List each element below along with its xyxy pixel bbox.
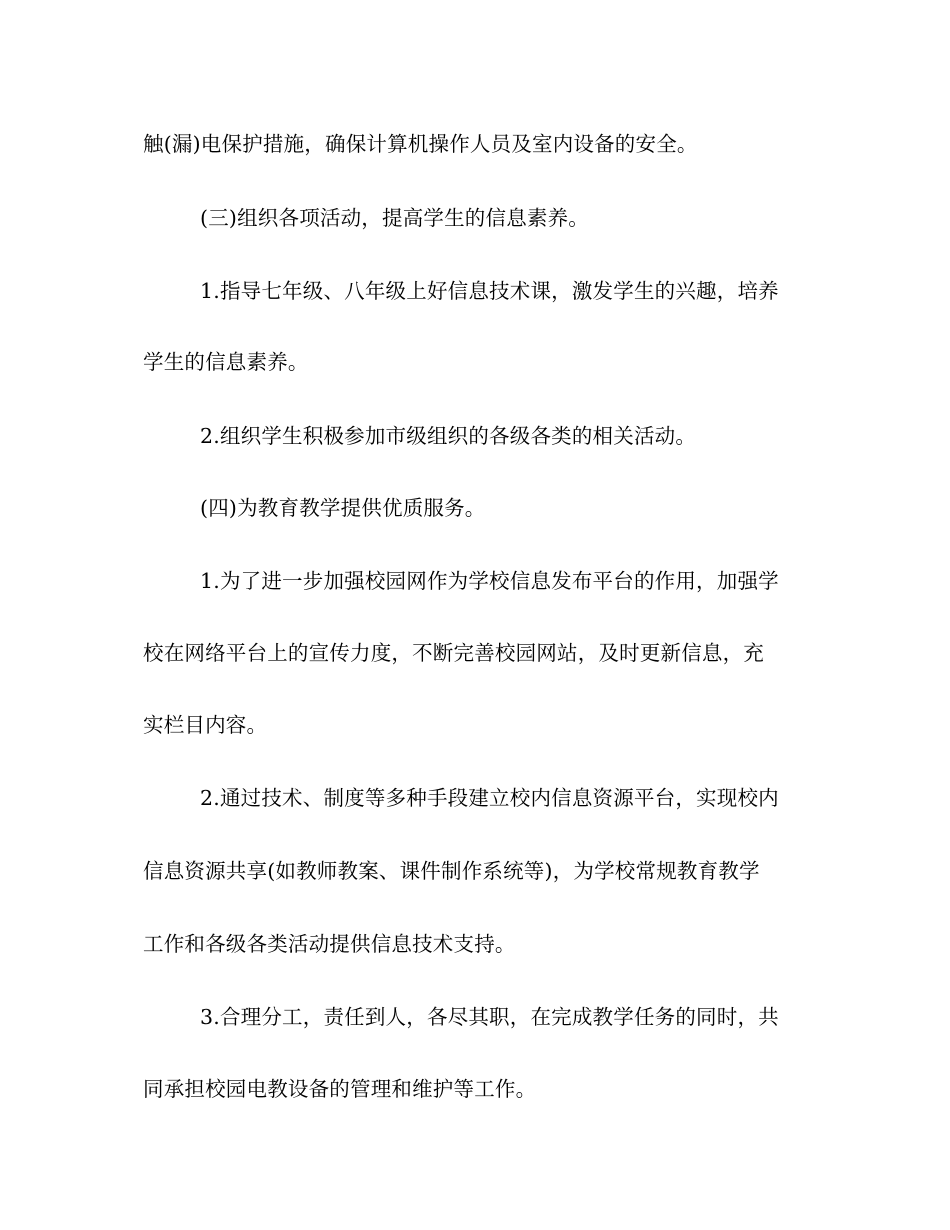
- paragraph-line: 1.为了进一步加强校园网作为学校信息发布平台的作用，加强学: [200, 569, 779, 593]
- paragraph-line: 学生的信息素养。: [143, 350, 309, 374]
- section-heading: (四)为教育教学提供优质服务。: [200, 496, 486, 520]
- paragraph-line: 校在网络平台上的宣传力度，不断完善校园网站，及时更新信息，充: [143, 641, 764, 665]
- paragraph-line: 1.指导七年级、八年级上好信息技术课，激发学生的兴趣，培养: [200, 279, 779, 303]
- paragraph-line: 2.通过技术、制度等多种手段建立校内信息资源平台，实现校内: [200, 786, 779, 810]
- paragraph-line: 实栏目内容。: [143, 713, 268, 737]
- paragraph-line: 同承担校园电教设备的管理和维护等工作。: [143, 1077, 537, 1101]
- paragraph-line: 信息资源共享(如教师教案、课件制作系统等)，为学校常规教育教学: [143, 859, 760, 883]
- paragraph-line: 工作和各级各类活动提供信息技术支持。: [143, 932, 516, 956]
- paragraph-line: 3.合理分工，责任到人，各尽其职，在完成教学任务的同时，共: [200, 1005, 779, 1029]
- paragraph-line: 2.组织学生积极参加市级组织的各级各类的相关活动。: [200, 424, 697, 448]
- paragraph-line: 触(漏)电保护措施，确保计算机操作人员及室内设备的安全。: [143, 132, 698, 156]
- section-heading: (三)组织各项活动，提高学生的信息素养。: [200, 206, 589, 230]
